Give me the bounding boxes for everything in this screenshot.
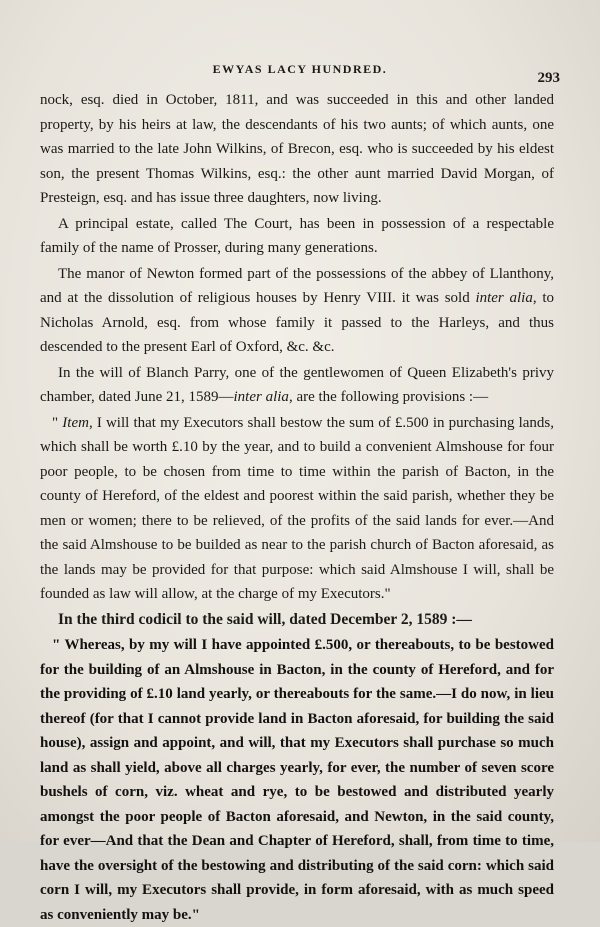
text-run: The manor of Newton formed part of the possessions of the abbey of Llanthony, and at the dissolution of religious houses by Henry VIII. it was sold — [40, 265, 554, 306]
text-run: In the will of Blanch Parry, one of the gentlewomen of Queen Elizabeth's privy chamber, dated June 21, 1589— — [40, 364, 554, 405]
page-number: 293 — [537, 70, 560, 86]
italic-phrase: inter alia — [233, 389, 289, 405]
text-run: " — [52, 414, 63, 431]
running-title: EWYAS LACY HUNDRED. — [212, 62, 388, 76]
will-quotation — [40, 411, 554, 607]
codicil-quotation: " Whereas, by my will I have appointed £.500, or thereabouts, to be bestowed for the building of an Almshouse in Bacton, in the county of Hereford, and for the providing of £.10 land yearly, or thereabouts for the same.—I do now, in lieu thereof (for that I cannot provide land in Bacton aforesaid, for building the said house), assign and appoint, and will, that my Executors shall purchase so much land as shall yield, above all charges yearly, for ever, the number of seven score bushels of corn, viz. wheat and rye, to be bestowed and distributed yearly amongst the poor people of Bacton aforesaid, and Newton, in the said county, for ever—And that the Dean and Chapter of Hereford, shall, from time to time, have the oversight of the bestowing and distributing of the said corn: which said corn I will, my Executors shall provide, in form aforesaid, with as much speed as conveniently may be." — [40, 637, 554, 923]
paragraph-third-codicil: In the third codicil to the said will, dated December 2, 1589 :— — [58, 610, 472, 628]
text-run: , I will that my Executors shall bestow the sum of £.500 in purchasing lands, which shall be worth £.10 by the year, and to build a convenient Almshouse for four poor people, to be chosen from time to time within the parish of Bacton, in the county of Hereford, of the eldest and poorest within the said parish, whether they be men or women; there to be relieved, of the profits of the said lands for ever.—And the said Almshouse to be builded as near to the parish church of Bacton aforesaid, as the lands may be provided for that purpose: which said Almshouse I will, shall be founded as law will allow, at the charge of my Executors." — [40, 414, 555, 602]
paragraph-manor-of-newton — [40, 262, 554, 360]
italic-phrase: inter alia — [475, 290, 533, 306]
body-text — [40, 88, 554, 927]
paragraph-blanch-parry-will — [40, 361, 554, 410]
italic-phrase: Item — [62, 414, 89, 431]
paragraph-wilkins: nock, esq. died in October, 1811, and was succeeded in this and other landed property, by his heirs at law, the descendants of his two aunts; of which aunts, one was married to the late John Wilkins, of Brecon, esq. who is succeeded by his eldest son, the present Thomas Wilkins, esq.: the other aunt married David Morgan, of Presteign, esq. and has issue three daughters, now living. — [40, 92, 554, 206]
paragraph-the-court: A principal estate, called The Court, has been in possession of a respectable family of the name of Prosser, during many generations. — [40, 215, 554, 256]
text-run: , are the following provisions :— — [288, 389, 489, 405]
text-run: , to Nicholas Arnold, esq. from whose family it passed to the Harleys, and thus descended to the present Earl of Oxford, &c. &c. — [40, 290, 554, 355]
